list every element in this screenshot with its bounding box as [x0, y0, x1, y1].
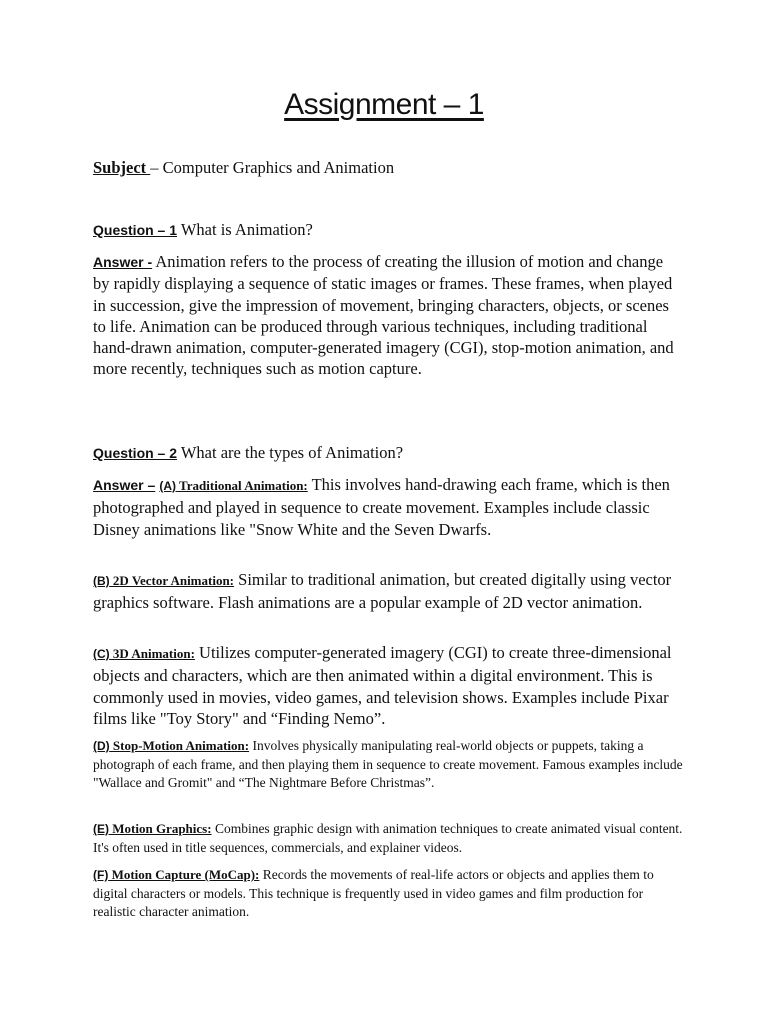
type-d-name: Stop-Motion Animation:: [109, 738, 250, 753]
answer-2-label: Answer –: [93, 477, 156, 493]
type-f-name: Motion Capture (MoCap):: [108, 867, 260, 882]
type-b-name: 2D Vector Animation:: [109, 573, 235, 588]
question-1-label: Question – 1: [93, 222, 178, 238]
type-d-text: Involves physically manipulating real-world objects or puppets, taking a photograph of each frame, and then playing them in sequence to create movement. Famous examples include "Wallace and Gromit" and “The Nightmare Before Christmas”.: [93, 738, 683, 791]
type-e-letter: (E): [93, 822, 109, 836]
subject-line: [93, 157, 683, 178]
type-e-name: Motion Graphics:: [109, 821, 212, 836]
document-title: Assignment – 1: [284, 88, 484, 121]
type-e-text: Combines graphic design with animation techniques to create animated visual content. It's often used in title sequences, commercials, and explainer videos.: [93, 821, 683, 855]
answer-type-d: [93, 737, 683, 793]
answer-type-f: [93, 866, 683, 922]
type-d-letter: (D): [93, 739, 110, 753]
question-2-label: Question – 2: [93, 445, 178, 461]
type-f-text: Records the movements of real-life actors or objects and applies them to digital characters or models. This technique is frequently used in video games and film production for realistic character animation.: [93, 867, 654, 920]
type-a-letter: (A): [159, 479, 177, 493]
question-2: [93, 442, 683, 464]
answer-1-text: Animation refers to the process of creating the illusion of motion and change by rapidly displaying a sequence of static images or frames. These frames, when played in succession, give the impression of movement, bringing characters, objects, or scenes to life. Animation can be produced through various techniques, including traditional hand-drawn animation, computer-generated imagery (CGI), stop-motion animation, and more recently, techniques such as motion capture.: [93, 252, 674, 379]
type-f-letter: (F): [93, 868, 109, 882]
question-1: [93, 219, 683, 241]
subject-text: – Computer Graphics and Animation: [150, 158, 395, 177]
answer-1: [93, 251, 683, 380]
answer-type-c: [93, 642, 683, 729]
answer-type-e: [93, 820, 683, 857]
type-c-text: Utilizes computer-generated imagery (CGI) to create three-dimensional objects and characters, which are then animated within a digital environment. This is commonly used in movies, video games, and television shows. Examples include Pixar films like "Toy Story" and “Finding Nemo”.: [93, 643, 672, 728]
type-a-name: Traditional Animation:: [176, 478, 308, 493]
type-b-text: Similar to traditional animation, but created digitally using vector graphics software. Flash animations are a popular example of 2D vector animation.: [93, 570, 672, 613]
question-2-text: What are the types of Animation?: [177, 443, 404, 462]
type-c-letter: (C): [93, 647, 110, 661]
type-c-name: 3D Animation:: [109, 646, 195, 661]
answer-type-a: [93, 474, 683, 540]
answer-type-b: [93, 569, 683, 614]
answer-1-label: Answer -: [93, 254, 153, 270]
type-b-letter: (B): [93, 574, 110, 588]
type-a-text: This involves hand-drawing each frame, which is then photographed and played in sequence to create movement. Examples include classic Disney animations like "Snow White and the Seven Dwarfs.: [93, 475, 670, 539]
question-1-text: What is Animation?: [177, 220, 313, 239]
subject-label: Subject: [93, 158, 151, 177]
